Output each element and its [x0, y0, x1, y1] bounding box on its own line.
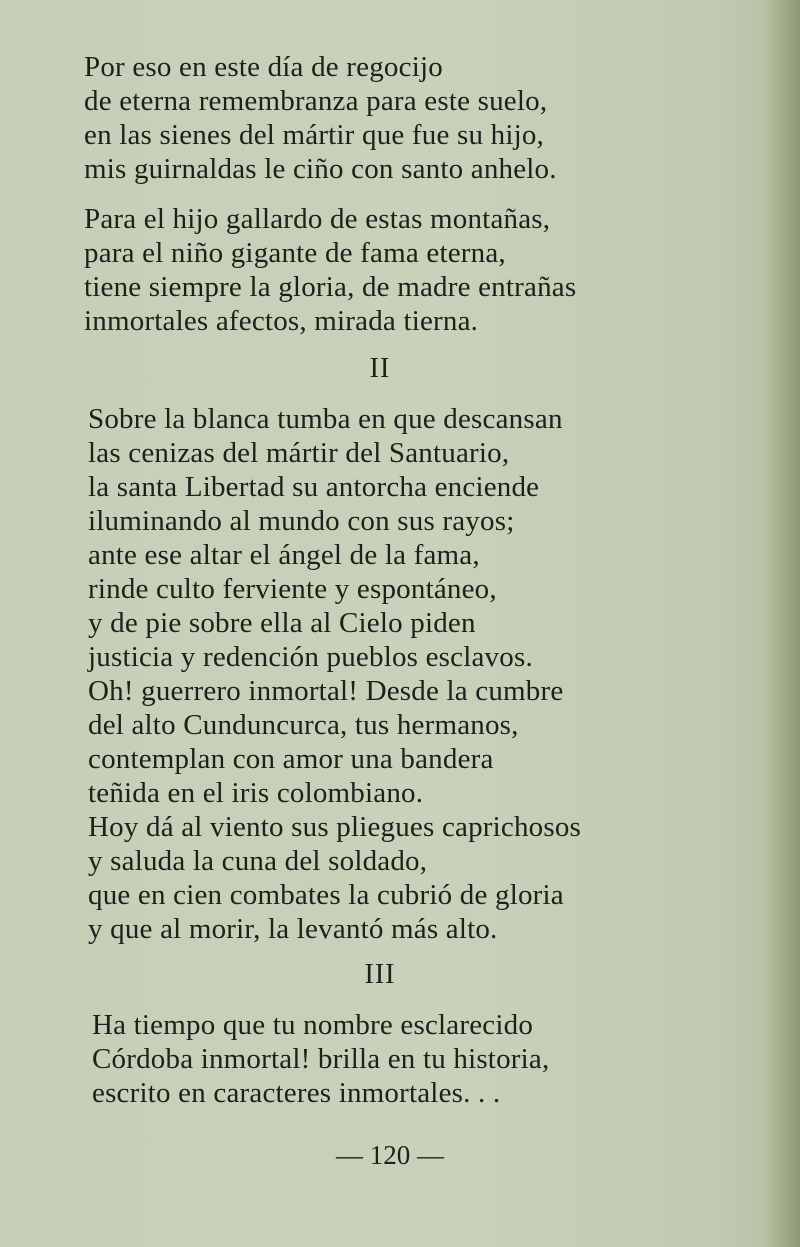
- poem-line: de eterna remembranza para este suelo,: [84, 85, 548, 117]
- poem-line: las cenizas del mártir del Santuario,: [88, 437, 510, 469]
- poem-line: Por eso en este día de regocijo: [84, 51, 443, 83]
- poem-line: ante ese altar el ángel de la fama,: [88, 539, 480, 571]
- poem-line: escrito en caracteres inmortales. . .: [92, 1077, 501, 1109]
- poem-line: la santa Libertad su antorcha enciende: [88, 471, 540, 503]
- poem-line: Ha tiempo que tu nombre esclarecido: [92, 1009, 534, 1041]
- poem-line: del alto Cunduncurca, tus hermanos,: [88, 709, 519, 741]
- page-number: — 120 —: [336, 1140, 444, 1170]
- poem-line: para el niño gigante de fama eterna,: [84, 237, 506, 269]
- poem-line: inmortales afectos, mirada tierna.: [84, 305, 479, 337]
- poem-line: Sobre la blanca tumba en que descansan: [88, 403, 563, 435]
- poem-line: justicia y redención pueblos esclavos.: [88, 641, 533, 673]
- poem-line: iluminando al mundo con sus rayos;: [88, 505, 515, 537]
- page-edge-shadow: [764, 0, 800, 1247]
- poem-line: Córdoba inmortal! brilla en tu historia,: [92, 1043, 550, 1075]
- poem-line: y que al morir, la levantó más alto.: [88, 913, 498, 945]
- poem-line: Oh! guerrero inmortal! Desde la cumbre: [88, 675, 564, 707]
- poem-line: y saluda la cuna del soldado,: [88, 845, 428, 877]
- poem-line: y de pie sobre ella al Cielo piden: [88, 607, 476, 639]
- poem-line: en las sienes del mártir que fue su hijo,: [84, 119, 544, 151]
- poem-line: teñida en el iris colombiano.: [88, 777, 424, 809]
- poem-line: contemplan con amor una bandera: [88, 743, 494, 775]
- poem-line: rinde culto ferviente y espontáneo,: [88, 573, 497, 605]
- poem-line: mis guirnaldas le ciño con santo anhelo.: [84, 153, 557, 185]
- section-heading-ii: II: [369, 353, 391, 384]
- poem-line: Hoy dá al viento sus pliegues caprichosos: [88, 811, 582, 843]
- poem-line: que en cien combates la cubrió de gloria: [88, 879, 564, 911]
- poem-line: tiene siempre la gloria, de madre entrañas: [84, 271, 577, 303]
- poem-line: Para el hijo gallardo de estas montañas,: [84, 203, 551, 235]
- section-heading-iii: III: [364, 959, 396, 990]
